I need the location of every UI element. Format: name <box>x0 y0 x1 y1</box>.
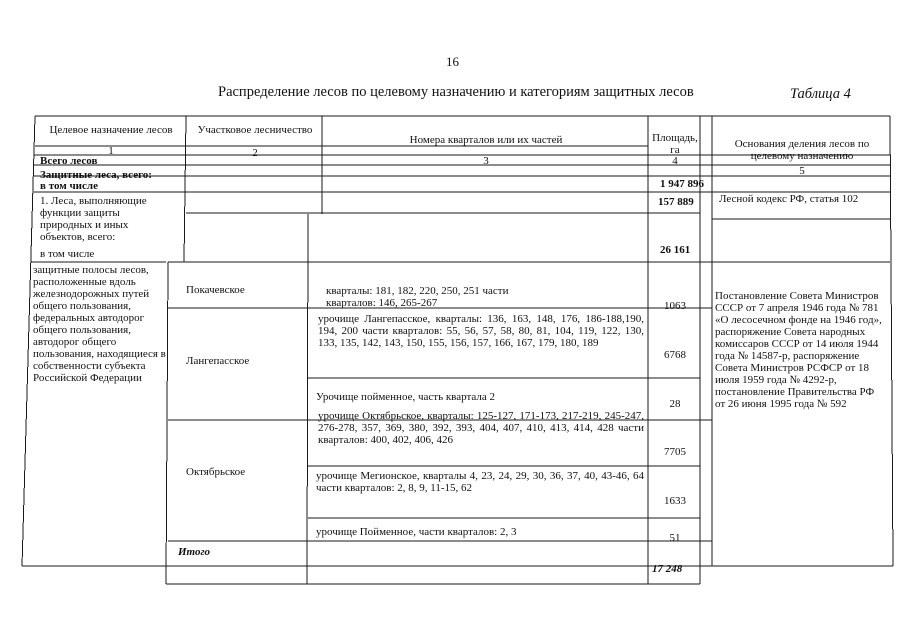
quarters-cell: урочище Лангепасское, кварталы: 136, 163, 148, 176, 186-188,190, 194, 200 части кварталов: 55, 56, 57, 58, 80, 81, 104, 119, 122, 130, 133, 135, 142, 143, 150, 155, 156, 157, 166, 167, 179, 180, 189 <box>318 313 644 349</box>
quarters-cell: урочище Октябрьское, кварталы: 125-127, 171-173, 217-219, 245-247, 276-278, 357, 369, 380, 392, 393, 404, 407, 410, 413, 414, 428 части кварталов: 400, 402, 406, 426 <box>318 410 644 446</box>
header-purpose: Целевое назначение лесов <box>49 124 173 136</box>
col-number: 1 <box>108 145 114 157</box>
quarters-cell: кварталы: 181, 182, 220, 250, 251 части кварталов: 146, 265-267 <box>326 285 509 309</box>
col-number: 3 <box>483 155 489 167</box>
forestry-oktyabrskoe: Октябрьское <box>186 466 246 478</box>
header-basis: Основания деления лесов по целевому назначению <box>734 138 870 162</box>
legal-basis-text: Постановление Совета Министров СССР от 7 апреля 1946 года № 781 «О лесосечном фонде на 1946 год», распоряжение Совета народных комиссаров СССР от 14 июля 1944 года № 14587-р, распоряжение Совета Министров РСФСР от 18 июля 1959 года № 4292-р, постановление Правительства РФ от 26 июня 1995 года № 592 <box>715 290 882 410</box>
protective-strips-label: защитные полосы лесов, расположенные вдоль железнодорожных путей общего пользования, федеральных автодорог общего пользования, автодорог общего пользования, находящиеся в собственности субъекта Российской Федерации <box>33 264 166 384</box>
table-label: Таблица 4 <box>790 86 851 102</box>
protective-sub-label: в том числе <box>40 180 98 192</box>
total-label: Всего лесов <box>40 155 98 167</box>
quarters-cell: Урочище пойменное, часть квартала 2 <box>316 391 496 403</box>
col-number: 4 <box>672 155 678 167</box>
category-1-area: 157 889 <box>658 196 694 208</box>
subcategory-area: 26 161 <box>660 244 691 256</box>
col-number: 5 <box>799 165 805 177</box>
itogo-label: Итого <box>178 546 211 558</box>
table-title: Распределение лесов по целевому назначению и категориям защитных лесов <box>218 84 694 100</box>
category-1-sub-label: в том числе <box>40 248 95 260</box>
protective-area: 1 947 896 <box>660 178 704 190</box>
category-1-basis: Лесной кодекс РФ, статья 102 <box>719 193 859 205</box>
header-area: Площадь, га <box>652 132 698 156</box>
area-cell: 1063 <box>664 300 686 312</box>
area-cell: 7705 <box>664 446 686 458</box>
area-cell: 28 <box>669 398 681 410</box>
header-forestry: Участковое лесничество <box>197 124 313 136</box>
protective-label: Защитные леса, всего: <box>40 169 152 181</box>
itogo-area: 17 248 <box>652 563 683 575</box>
page-number: 16 <box>446 54 459 69</box>
header-quarters: Номера кварталов или их частей <box>409 134 563 146</box>
area-cell: 1633 <box>664 495 686 507</box>
forestry-pokachevskoe: Покачевское <box>186 284 245 296</box>
area-cell: 51 <box>669 532 681 544</box>
area-cell: 6768 <box>664 349 686 361</box>
quarters-cell: урочище Мегионское, кварталы 4, 23, 24, 29, 30, 36, 37, 40, 43-46, 64 части кварталов: 2, 8, 9, 11-15, 62 <box>316 470 644 494</box>
quarters-cell: урочище Пойменное, части кварталов: 2, 3 <box>316 526 517 538</box>
category-1-label: 1. Леса, выполняющие функции защиты природных и иных объектов, всего: <box>40 195 147 243</box>
col-number: 2 <box>252 147 258 159</box>
forestry-langepasskoe: Лангепасское <box>186 355 250 367</box>
